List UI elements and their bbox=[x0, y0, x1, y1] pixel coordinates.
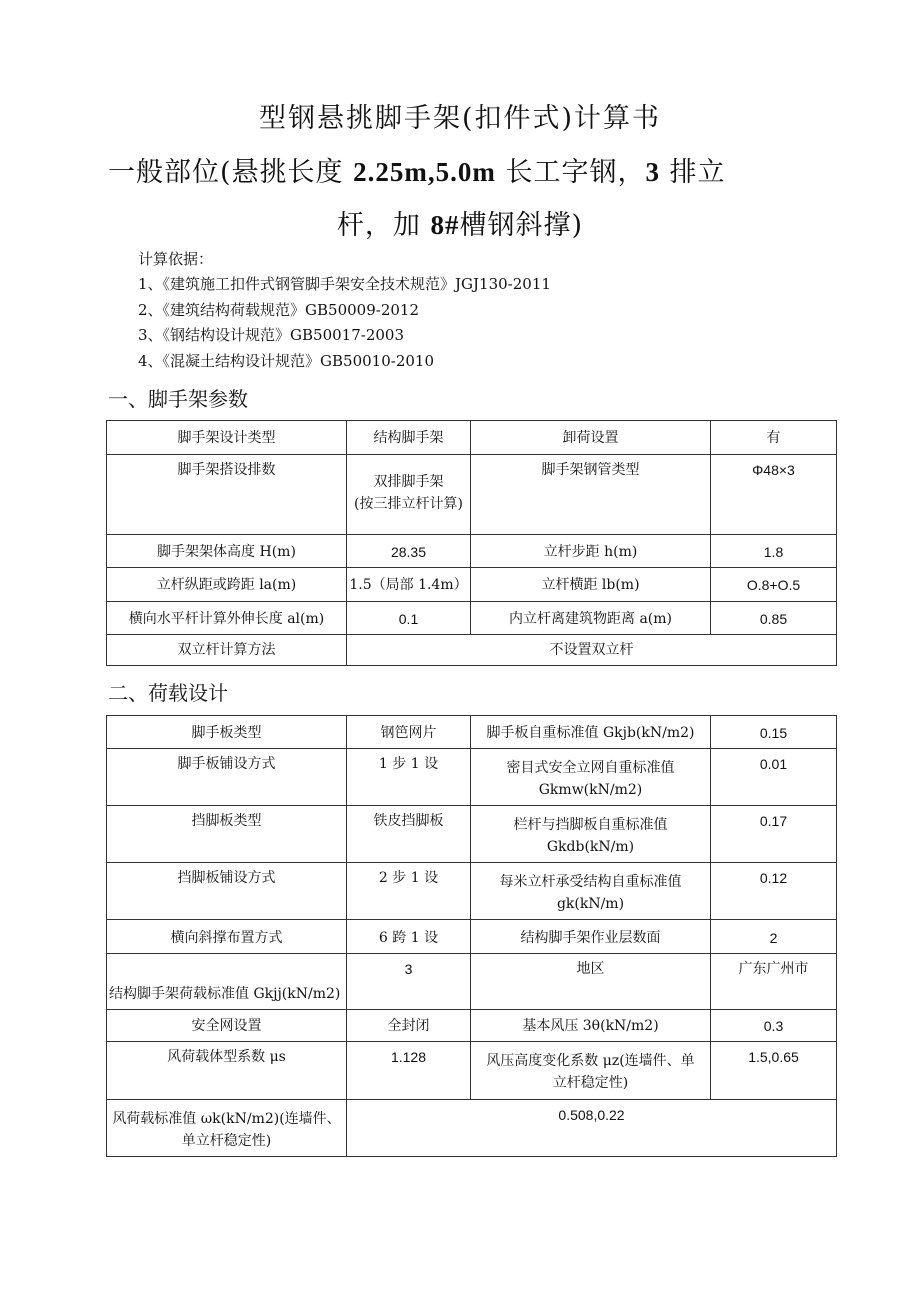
table-cell: 脚手架设计类型 bbox=[107, 421, 347, 455]
table-cell: 脚手板类型 bbox=[107, 716, 347, 749]
table-cell: 风荷载体型系数 μs bbox=[107, 1042, 347, 1100]
table-cell: 0.12 bbox=[711, 863, 837, 920]
table-cell: 钢笆网片 bbox=[347, 716, 471, 749]
table-cell: 挡脚板类型 bbox=[107, 806, 347, 863]
table-cell: 0.85 bbox=[711, 602, 837, 635]
table-cell: 0.15 bbox=[711, 716, 837, 749]
table-row bbox=[107, 749, 837, 806]
basis-item: 3、《钢结构设计规范》GB50017-2003 bbox=[138, 326, 405, 344]
basis-item: 2、《建筑结构荷载规范》GB50009-2012 bbox=[138, 300, 420, 319]
table-row bbox=[107, 716, 837, 749]
document-subtitle-line2: 杆，加 8#槽钢斜撑) bbox=[336, 210, 584, 241]
table-row bbox=[107, 1042, 837, 1100]
table-cell: 结构脚手架 bbox=[347, 421, 471, 455]
table-cell: 6 跨 1 设 bbox=[347, 920, 471, 954]
table-row bbox=[107, 863, 837, 920]
table-cell: 1.5,0.65 bbox=[711, 1042, 837, 1100]
table-cell: 28.35 bbox=[347, 535, 471, 568]
table-cell: 有 bbox=[711, 421, 837, 455]
table-cell: O.8+O.5 bbox=[711, 568, 837, 602]
table-cell: 地区 bbox=[471, 954, 711, 1010]
table-cell: 密目式安全立网自重标准值 Gkmw(kN∕m2) bbox=[471, 749, 711, 806]
table-cell: 0.3 bbox=[711, 1010, 837, 1042]
table-cell: 铁皮挡脚板 bbox=[347, 806, 471, 863]
table-cell: 广东广州市 bbox=[711, 954, 837, 1010]
table-cell: Φ48×3 bbox=[711, 455, 837, 535]
table-cell: 1.128 bbox=[347, 1042, 471, 1100]
basis-item: 4、《混凝土结构设计规范》GB50010-2010 bbox=[138, 351, 435, 370]
table-cell: 基本风压 3θ(kN∕m2) bbox=[471, 1010, 711, 1042]
table-row bbox=[107, 635, 837, 666]
table-cell: 内立杆离建筑物距离 a(m) bbox=[471, 602, 711, 635]
scaffold-params-table bbox=[106, 420, 837, 666]
table-cell: 安全网设置 bbox=[107, 1010, 347, 1042]
table-row bbox=[107, 535, 837, 568]
table-cell: 脚手架钢管类型 bbox=[471, 455, 711, 535]
table-row bbox=[107, 568, 837, 602]
table-cell: 2 步 1 设 bbox=[347, 863, 471, 920]
table-row bbox=[107, 920, 837, 954]
table-row bbox=[107, 455, 837, 535]
table-cell: 脚手架架体高度 H(m) bbox=[107, 535, 347, 568]
table-cell: 0.17 bbox=[711, 806, 837, 863]
table-cell: 0.01 bbox=[711, 749, 837, 806]
document-subtitle-line1: 一般部位(悬挑长度 2.25m,5.0m 长工字钢，3 排立 bbox=[108, 157, 726, 188]
table-cell: 立杆纵距或跨距 la(m) bbox=[107, 568, 347, 602]
table-cell: 横向斜撑布置方式 bbox=[107, 920, 347, 954]
table-cell: 风荷载标准值 ωk(kN∕m2)(连墙件、 单立杆稳定性) bbox=[107, 1100, 347, 1157]
table-row bbox=[107, 602, 837, 635]
table-row bbox=[107, 1010, 837, 1042]
table-row bbox=[107, 954, 837, 1010]
table-cell: 3 bbox=[347, 954, 471, 1010]
table-row bbox=[107, 806, 837, 863]
table-cell: 每米立杆承受结构自重标准值 gk(kN∕m) bbox=[471, 863, 711, 920]
table-row bbox=[107, 1100, 837, 1157]
table-cell: 1.8 bbox=[711, 535, 837, 568]
table-cell: 全封闭 bbox=[347, 1010, 471, 1042]
basis-list bbox=[138, 272, 551, 374]
table-cell: 0.508,0.22 bbox=[347, 1100, 837, 1157]
table-cell: 立杆步距 h(m) bbox=[471, 535, 711, 568]
table-cell: 挡脚板铺设方式 bbox=[107, 863, 347, 920]
table-cell: 结构脚手架作业层数面 bbox=[471, 920, 711, 954]
basis-item: 1、《建筑施工扣件式钢管脚手架安全技术规范》JGJ130-2011 bbox=[138, 275, 551, 293]
table-cell: 双排脚手架 (按三排立杆计算) bbox=[347, 455, 471, 535]
table-cell: 立杆横距 lb(m) bbox=[471, 568, 711, 602]
table-cell: 结构脚手架荷载标准值 Gkjj(kN/m2) bbox=[107, 954, 347, 1010]
section-heading-load-design: 二、荷载设计 bbox=[108, 681, 228, 705]
table-cell: 卸荷设置 bbox=[471, 421, 711, 455]
section-heading-scaffold-params: 一、脚手架参数 bbox=[108, 387, 248, 411]
table-cell: 脚手架搭设排数 bbox=[107, 455, 347, 535]
table-row bbox=[107, 421, 837, 455]
load-design-table bbox=[106, 715, 837, 1157]
table-cell: 栏杆与挡脚板自重标准值 Gkdb(kN∕m) bbox=[471, 806, 711, 863]
table-cell: 风压高度变化系数 μz(连墙件、单 立杆稳定性) bbox=[471, 1042, 711, 1100]
table-cell: 1.5（局部 1.4m） bbox=[347, 568, 471, 602]
table-cell: 0.1 bbox=[347, 602, 471, 635]
document-title: 型钢悬挑脚手架(扣件式)计算书 bbox=[258, 103, 662, 134]
table-cell: 脚手板铺设方式 bbox=[107, 749, 347, 806]
table-cell: 2 bbox=[711, 920, 837, 954]
table-cell: 不设置双立杆 bbox=[347, 635, 837, 666]
table-cell: 1 步 1 设 bbox=[347, 749, 471, 806]
basis-label: 计算依据： bbox=[138, 250, 214, 268]
table-cell: 双立杆计算方法 bbox=[107, 635, 347, 666]
table-cell: 横向水平杆计算外伸长度 al(m) bbox=[107, 602, 347, 635]
table-cell: 脚手板自重标准值 Gkjb(kN∕m2) bbox=[471, 716, 711, 749]
